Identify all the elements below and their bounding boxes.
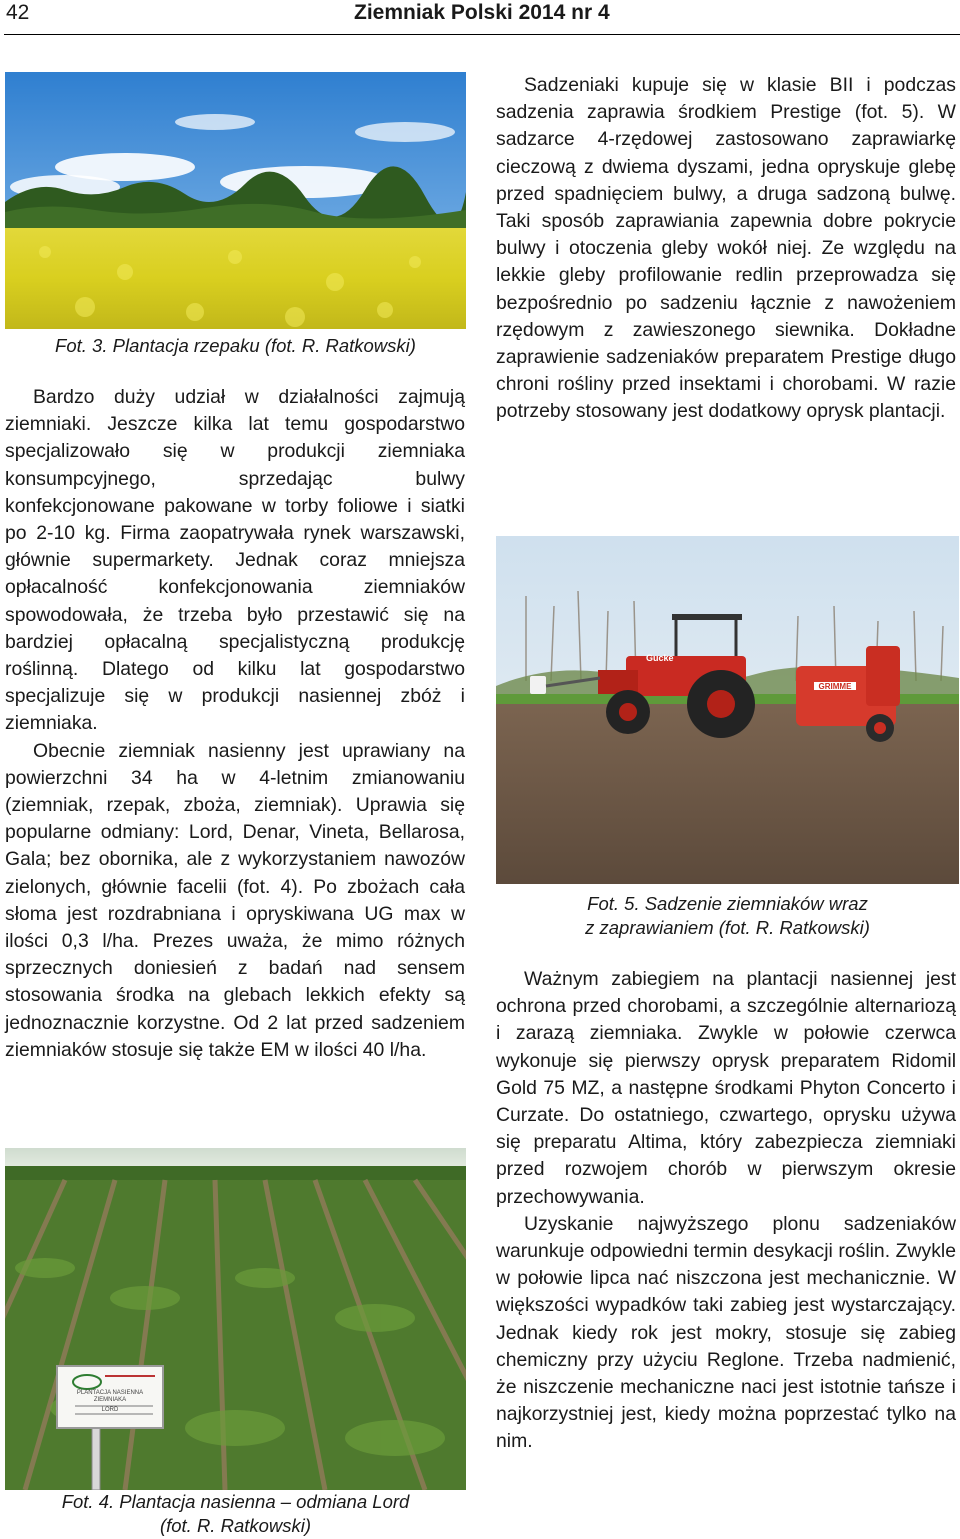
- sign-text-line: ZIEMNIAKA: [93, 1397, 127, 1403]
- paragraph: Obecnie ziemniak nasienny jest uprawiany na powierzchni 34 ha w 4-letnim zmianowaniu (ziemniak, rzepak, zboża, ziemniak). Uprawia się popularne odmiany: Lord, Denar, Vineta, Bellarosa, Gala; bez obornika, ale z wykorzystaniem nawozów zielonych, głównie facelii (fot. 4). Po zbożach cała słoma jest rozdrabniana i opryskiwana UG max w ilości 0,3 l/ha. Prezes uważa, że mimo różnych sprzecznych doniesień z badań nad sensem stosowania środka na glebach lekkich efekty są jednoznacznie korzystne. Od 2 lat przed sadzeniem ziemniaków stosuje się także EM w ilości 40 l/ha.: [5, 739, 465, 1061]
- photo-potato-plantation: [5, 1148, 466, 1490]
- header-rule: [4, 34, 960, 35]
- paragraph: Sadzeniaki kupuje się w klasie BII i podczas sadzenia zaprawia środkiem Prestige (fot. 5). W sadzarce 4-rzędowej zastosowano zaprawiarkę cieczową z dwiema dyszami, jedna opryskuje glebę przed spadnięciem bulwy, a druga sadzoną bulwę. Taki sposób zaprawiania zapewnia dobre pokrycie bulwy i otoczenia gleby wokół niej. Ze względu na lekkie gleby profilowanie redlin przeprowadza się bezpośrednio po sadzeniu łącznie z nawożeniem rzędowym z zawieszonego siewnika. Dokładne zaprawienie sadzeniaków preparatem Prestige długo chroni rośliny przed insektami i chorobami. W razie potrzeby stosowany jest dodatkowy oprysk plantacji.: [496, 74, 956, 423]
- left-text-column: [5, 384, 465, 1064]
- caption-fig5-line1: Fot. 5. Sadzenie ziemniaków wraz: [587, 893, 868, 914]
- page-number: 42: [6, 1, 30, 24]
- caption-fig4-line1: Fot. 4. Plantacja nasienna – odmiana Lord: [61, 1491, 410, 1512]
- right-text-column-top: [496, 72, 956, 426]
- journal-title: Ziemniak Polski 2014 nr 4: [354, 1, 610, 24]
- caption-fig3: Fot. 3. Plantacja rzepaku (fot. R. Ratkowski): [55, 335, 416, 356]
- paragraph: Ważnym zabiegiem na plantacji nasiennej jest ochrona przed chorobami, a szczególnie alternariozą i zarazą ziemniaka. Zwykle w połowie czerwca wykonuje się pierwszy oprysk preparatem Ridomil Gold 75 MZ, a następne środkami Phyton Concerto i Curzate. Do ostatniego, czwartego, oprysku używa się preparatu Altima, który zabezpiecza ziemniaki przed rozwojem chorób w pierwszym okresie przechowywania.: [496, 968, 956, 1208]
- caption-fig4-line2: (fot. R. Ratkowski): [159, 1515, 312, 1536]
- paragraph: Bardzo duży udział w działalności zajmują ziemniaki. Jeszcze kilka lat temu gospodarstwo specjalizowało się w produkcji ziemniaka konsumpcyjnego, sprzedając bulwy konfekcjonowane pakowane w torby foliowe i siatki po 2-10 kg. Firma zaopatrywała rynek warszawski, głównie supermarkety. Jednak coraz mniejsza opłacalność konfekcjonowania ziemniaków spowodowała, że trzeba było przestawić się na bardziej opłacalną specjalistyczną produkcję roślinną. Dlatego od kilku lat gospodarstwo specjalizuje się w produkcji nasiennej zbóż i ziemniaka.: [5, 386, 465, 735]
- caption-fig5-line2: z zaprawianiem (fot. R. Ratkowski): [585, 917, 870, 938]
- right-text-column-bottom: [496, 966, 956, 1456]
- sign-text-line: PLANTACJA NASIENNA: [76, 1390, 144, 1396]
- photo-tractor-planting: [496, 536, 959, 884]
- photo-rapeseed-field: [5, 72, 466, 329]
- tractor-brand: Gucke: [646, 653, 674, 663]
- planter-brand: GRIMME: [818, 682, 852, 691]
- paragraph: Uzyskanie najwyższego plonu sadzeniaków warunkuje odpowiedni termin desykacji roślin. Zwykle w połowie lipca nać niszczona jest mechanicznie. W większości wypadków taki zabieg jest wystarczający. Jednak kiedy rok jest mokry, stosuje się zabieg chemiczny przy użyciu Reglone. Trzeba nadmienić, że niszczenie mechaniczne naci jest istotnie tańsze i najkorzystniej jest, kiedy można poprzestać tylko na nim.: [496, 1212, 956, 1453]
- sign-text-line: LORD: [101, 1407, 119, 1413]
